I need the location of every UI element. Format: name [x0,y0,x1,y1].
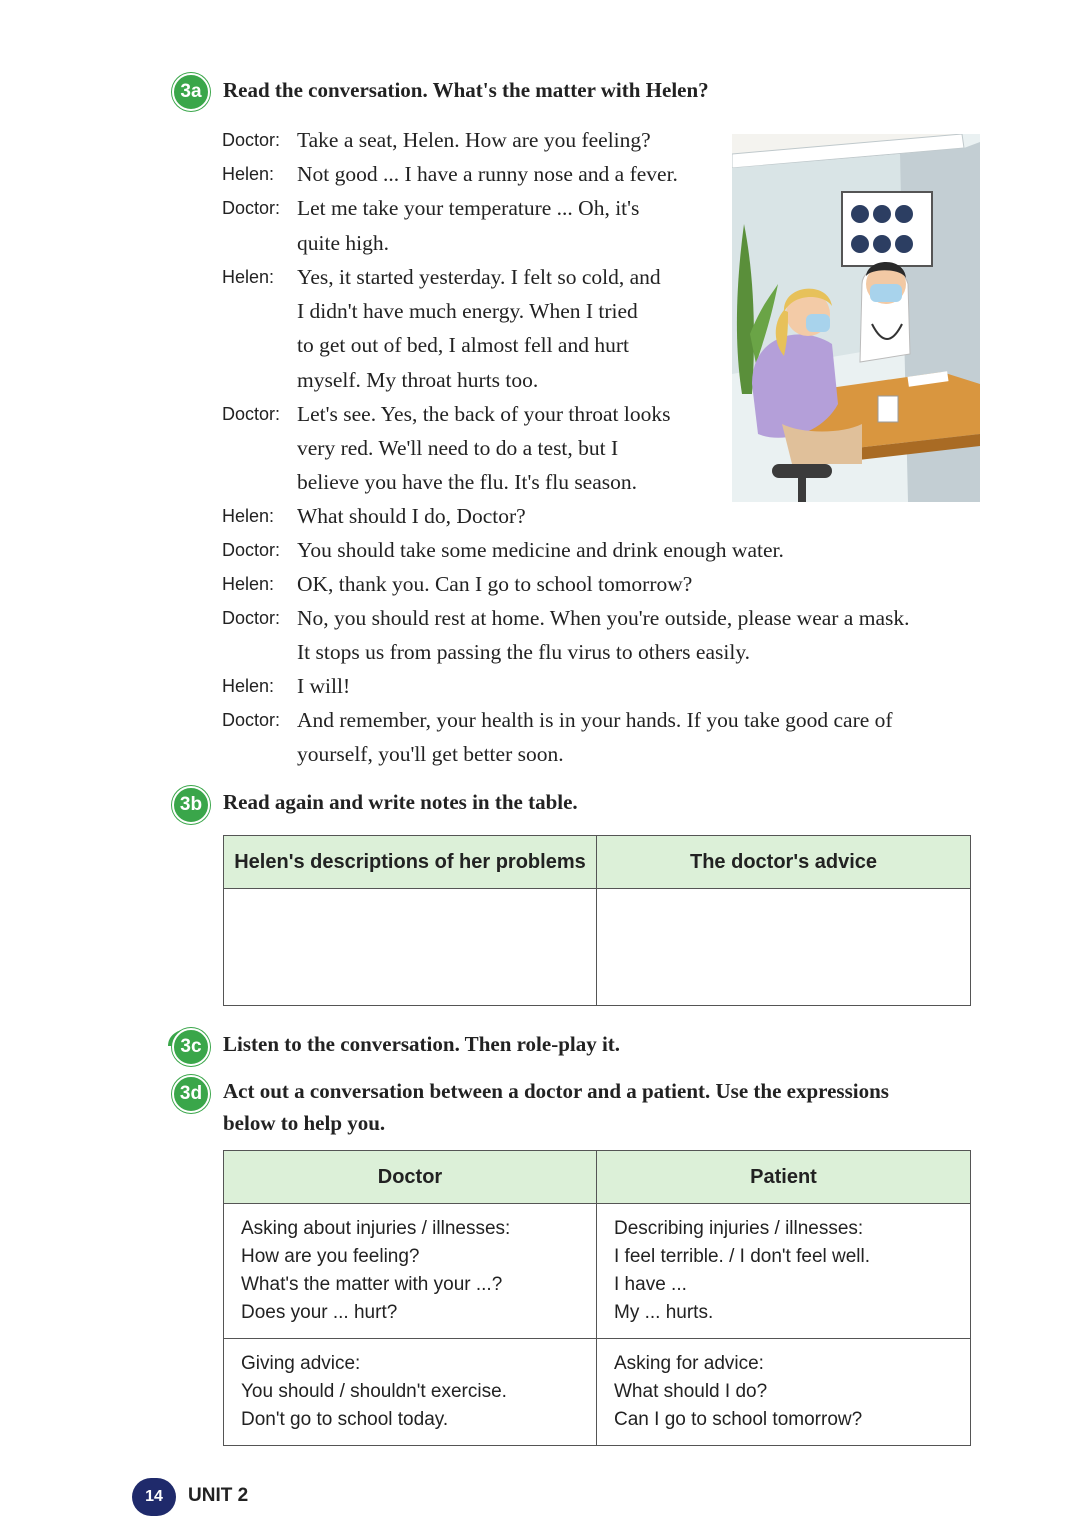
expressions-header-patient: Patient [597,1151,971,1204]
instruction-3d-line2: below to help you. [223,1111,386,1135]
section-badge-3b: 3b [172,786,210,824]
xray-icon [851,205,869,223]
unit-label: UNIT 2 [188,1485,249,1506]
expressions-cell-patient-describing: Describing injuries / illnesses: I feel terrible. / I don't feel well. I have ... My ... hurts. [597,1204,971,1339]
notes-cell-problems[interactable] [224,889,597,1006]
notes-header-advice: The doctor's advice [597,836,971,889]
expressions-cell-doctor-advice: Giving advice: You should / shouldn't exercise. Don't go to school today. [224,1339,597,1446]
notes-cell-advice[interactable] [597,889,971,1006]
expressions-table [223,1150,971,1446]
section-badge-3d: 3d [172,1075,210,1113]
section-badge-3c: 3c [172,1028,210,1066]
instruction-3a: Read the conversation. What's the matter with Helen? [223,78,709,102]
notes-table [223,835,971,1006]
notes-header-problems: Helen's descriptions of her problems [224,836,597,889]
instruction-3c: Listen to the conversation. Then role-play it. [223,1032,621,1056]
page-number: 14 [132,1478,176,1516]
instruction-3d-line1: Act out a conversation between a doctor and a patient. Use the expressions [223,1079,889,1103]
expressions-header-doctor: Doctor [224,1151,597,1204]
section-badge-3a: 3a [172,73,210,111]
expressions-cell-doctor-asking: Asking about injuries / illnesses: How are you feeling? What's the matter with your ...? Does your ... hurt? [224,1204,597,1339]
expressions-cell-patient-asking: Asking for advice: What should I do? Can I go to school tomorrow? [597,1339,971,1446]
instruction-3b: Read again and write notes in the table. [223,790,578,814]
doctor-patient-illustration [732,134,980,502]
